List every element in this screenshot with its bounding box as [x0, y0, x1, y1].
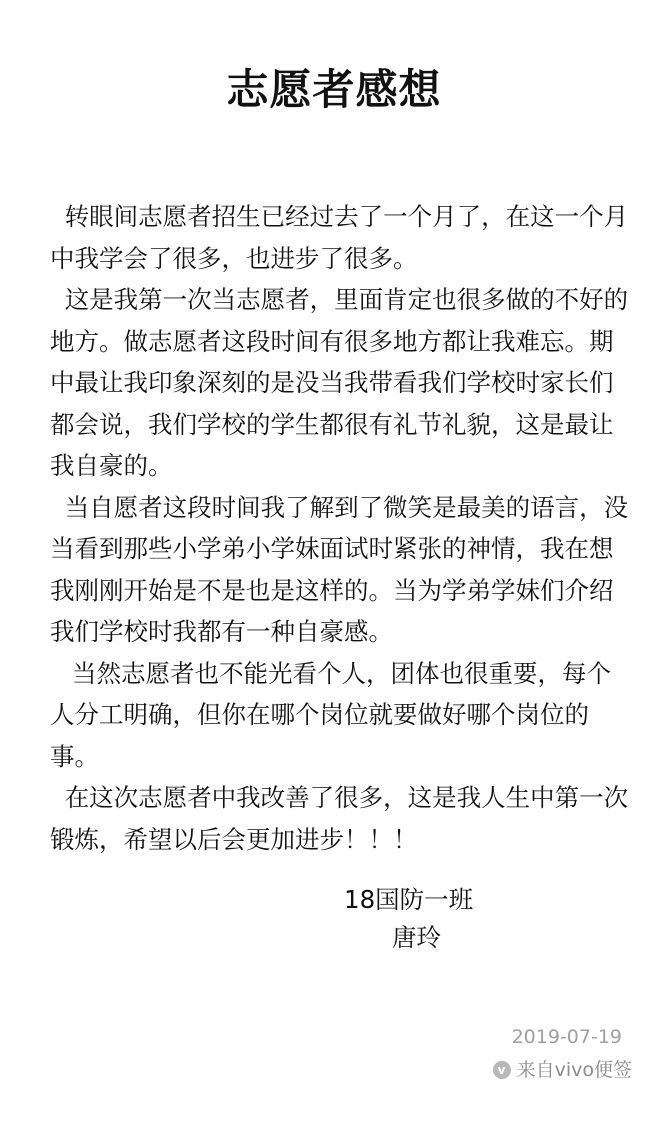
paragraph-5: 在这次志愿者中我改善了很多，这是我人生中第一次锻炼，希望以后会更加进步！！！ — [50, 783, 629, 854]
note-title: 志愿者感想 — [226, 65, 442, 114]
vivo-logo-icon: v — [493, 1061, 511, 1079]
source-attribution — [493, 1056, 632, 1084]
paragraph-2: 这是我第一次当志愿者，里面肯定也很多做的不好的地方。做志愿者这段时间有很多地方都让我难忘。期中最让我印象深刻的是没当我带看我们学校时家长们都会说，我们学校的学生都很有礼节礼貌，这是最让我自豪的。 — [50, 285, 629, 480]
paragraph-1: 转眼间志愿者招生已经过去了一个月了，在这一个月中我学会了很多，也进步了很多。 — [50, 202, 629, 273]
paragraph-3: 当自愿者这段时间我了解到了微笑是最美的语言，没当看到那些小学弟小学妹面试时紧张的神情，我在想我刚刚开始是不是也是这样的。当为学弟学妹们介绍我们学校时我都有一种自豪感。 — [50, 492, 629, 646]
author-name: 唐玲 — [392, 923, 441, 952]
class-name: 18国防一班 — [344, 885, 474, 914]
note-body — [50, 196, 630, 860]
source-label: 来自vivo便签 — [516, 1059, 632, 1081]
note-date: 2019-07-19 — [511, 1026, 622, 1048]
paragraph-4: 当然志愿者也不能光看个人，团体也很重要，每个人分工明确，但你在哪个岗位就要做好哪个岗位的事。 — [50, 658, 612, 771]
